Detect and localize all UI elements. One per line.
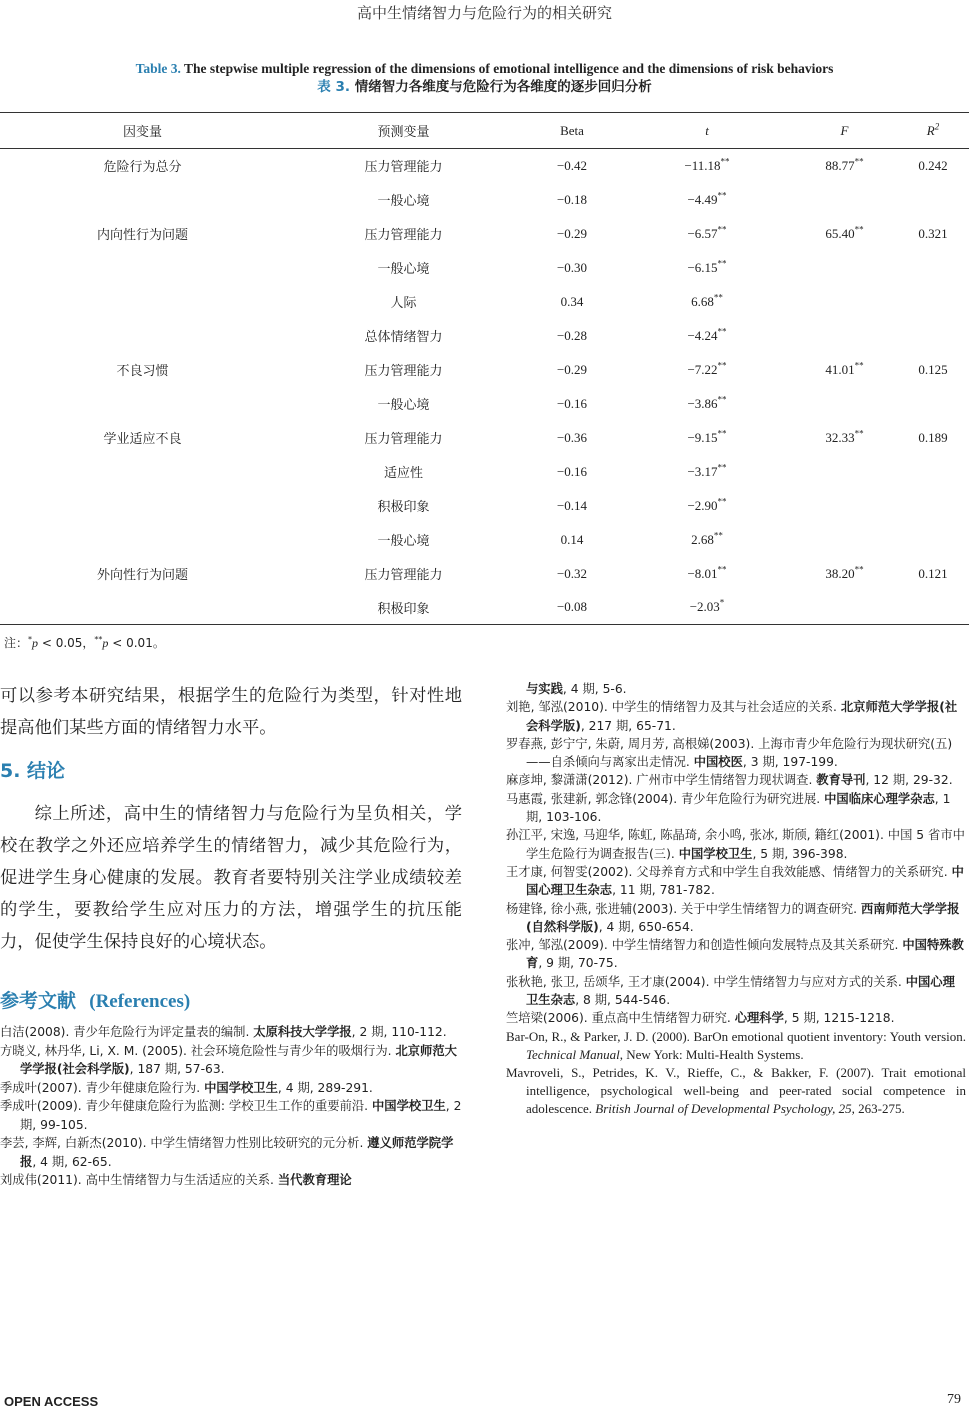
table-row <box>0 421 969 455</box>
cell-f <box>792 183 897 217</box>
cell-predictor: 一般心境 <box>377 398 430 413</box>
regression-table <box>0 112 969 625</box>
cell-r2 <box>897 489 969 523</box>
cell-beta: −0.28 <box>556 327 588 343</box>
cell-r2: 0.121 <box>918 565 948 581</box>
table-title-cn: 情绪智力各维度与危险行为各维度的逐步回归分析 <box>354 79 652 95</box>
cell-t: −4.24** <box>687 326 727 343</box>
cell-predictor: 积极印象 <box>377 500 430 515</box>
cell-f <box>792 591 897 625</box>
cell-beta: −0.18 <box>556 191 588 207</box>
cell-beta: −0.30 <box>556 259 588 275</box>
cell-r2: 0.321 <box>918 225 948 241</box>
table-row <box>0 489 969 523</box>
cell-f: 32.33** <box>825 428 864 445</box>
cell-dependent-variable <box>0 387 285 421</box>
cell-r2: 0.125 <box>918 361 948 377</box>
cell-r2 <box>897 319 969 353</box>
cell-dependent-variable <box>0 285 285 319</box>
cell-f <box>792 455 897 489</box>
cell-f: 88.77** <box>825 156 864 173</box>
cell-predictor: 一般心境 <box>377 262 430 277</box>
cell-f <box>792 523 897 557</box>
cell-dependent-variable: 危险行为总分 <box>103 160 182 176</box>
cell-predictor: 压力管理能力 <box>364 364 443 379</box>
left-column <box>0 680 462 1190</box>
cell-dependent-variable: 外向性行为问题 <box>96 568 188 583</box>
table-row <box>0 251 969 285</box>
cell-r2 <box>897 455 969 489</box>
table-row <box>0 149 969 183</box>
cell-dependent-variable <box>0 183 285 217</box>
cell-r2 <box>897 387 969 421</box>
reference-item: 王才康, 何智雯(2002). 父母养育方式和中学生自我效能感、情绪智力的关系研究. 中国心理卫生杂志, 11 期, 781-782. <box>506 864 964 898</box>
cell-f <box>792 489 897 523</box>
table-label-en: Table 3. <box>135 61 181 76</box>
paragraph-continuation: 可以参考本研究结果，根据学生的危险行为类型，针对性地提高他们某些方面的情绪智力水平。 <box>0 686 462 738</box>
cell-beta: −0.32 <box>556 565 588 581</box>
cell-beta: −0.08 <box>556 599 588 615</box>
header-f: F <box>840 122 849 138</box>
reference-list-right <box>506 680 966 1118</box>
table-caption <box>0 60 969 96</box>
table-label-cn: 表 3. <box>317 79 351 95</box>
table-row <box>0 557 969 591</box>
reference-item: 季成叶(2009). 青少年健康危险行为监测: 学校卫生工作的重要前沿. 中国学校卫生, 2 期, 99-105. <box>0 1099 462 1132</box>
table-row <box>0 319 969 353</box>
table-row <box>0 455 969 489</box>
header-beta: Beta <box>560 122 584 138</box>
cell-predictor: 压力管理能力 <box>364 568 443 583</box>
cell-t: −8.01** <box>687 564 727 581</box>
footer-open-access: OPEN ACCESS <box>4 1394 99 1409</box>
table-row <box>0 217 969 251</box>
cell-predictor: 压力管理能力 <box>364 432 443 447</box>
reference-item: 张冲, 邹泓(2009). 中学生情绪智力和创造性倾向发展特点及其关系研究. 中国特殊教育, 9 期, 70-75. <box>506 938 964 971</box>
table-caption-en <box>0 60 969 78</box>
cell-dependent-variable <box>0 251 285 285</box>
paragraph-conclusion: 综上所述，高中生的情绪智力与危险行为呈负相关，学校在教学之外还应培养学生的情绪智力，减少其危险行为，促进学生身心健康的发展。教育者要特别关注学业成绩较差的学生，要教给学生应对压力的方法，增强学生的抗压能力，促使学生保持良好的心境状态。 <box>0 804 462 952</box>
cell-dependent-variable <box>0 455 285 489</box>
table-row <box>0 183 969 217</box>
cell-f: 41.01** <box>825 360 864 377</box>
reference-item: 白洁(2008). 青少年危险行为评定量表的编制. 太原科技大学学报, 2 期, 110-112. <box>0 1025 447 1039</box>
cell-predictor: 一般心境 <box>377 194 430 209</box>
cell-t: −11.18** <box>684 156 730 173</box>
table-row <box>0 591 969 625</box>
cell-r2: 0.189 <box>918 429 948 445</box>
cell-beta: 0.34 <box>560 293 584 309</box>
cell-t: −6.15** <box>687 258 727 275</box>
cell-predictor: 人际 <box>390 296 417 311</box>
reference-item: Mavroveli, S., Petrides, K. V., Rieffe, C., & Bakker, F. (2007). Trait emotional intelligence, psychological well-being and peer-rated social competence in adolescence. British Journal of Developmental Psychology, 25, 263-275. <box>506 1064 966 1116</box>
cell-f <box>792 285 897 319</box>
reference-item: 方晓义, 林丹华, Li, X. M. (2005). 社会环境危险性与青少年的吸烟行为. 北京师范大学学报(社会科学版), 187 期, 57-63. <box>0 1043 457 1076</box>
reference-item: Bar-On, R., & Parker, J. D. (2000). BarOn emotional quotient inventory: Youth version. Technical Manual, New York: Multi-Health Systems. <box>506 1028 966 1062</box>
table-row <box>0 387 969 421</box>
section-heading-conclusion: 5. 结论 <box>0 760 66 782</box>
cell-predictor: 适应性 <box>383 466 423 481</box>
table-row <box>0 523 969 557</box>
references-heading: 参考文献 (References) <box>0 990 191 1012</box>
cell-predictor: 总体情绪智力 <box>364 330 443 345</box>
running-head: 高中生情绪智力与危险行为的相关研究 <box>356 4 612 22</box>
cell-dependent-variable <box>0 591 285 625</box>
table-row <box>0 285 969 319</box>
page-number: 79 <box>947 1392 961 1407</box>
reference-item: 季成叶(2007). 青少年健康危险行为. 中国学校卫生, 4 期, 289-291. <box>0 1080 373 1095</box>
cell-r2 <box>897 183 969 217</box>
reference-item: 孙江平, 宋逸, 马迎华, 陈虹, 陈晶琦, 余小鸣, 张冰, 斯颀, 籍红(2001). 中国 5 省市中学生危险行为调查报告(三). 中国学校卫生, 5 期, 396-398. <box>506 828 965 861</box>
cell-predictor: 压力管理能力 <box>364 160 443 176</box>
cell-predictor: 压力管理能力 <box>364 228 443 243</box>
reference-list-left <box>0 1023 462 1190</box>
cell-f: 38.20** <box>825 564 864 581</box>
cell-r2 <box>897 591 969 625</box>
reference-item: 马惠霞, 张建新, 郭念锋(2004). 青少年危险行为研究进展. 中国临床心理学杂志, 1 期, 103-106. <box>506 791 951 825</box>
cell-beta: −0.16 <box>556 463 588 479</box>
reference-item: 罗春燕, 彭宁宁, 朱蔚, 周月芳, 高根娣(2003). 上海市青少年危险行为现状研究(五)——自杀倾向与离家出走情况. 中国校医, 3 期, 197-199. <box>506 736 953 770</box>
cell-dependent-variable <box>0 523 285 557</box>
cell-beta: −0.42 <box>556 157 588 173</box>
cell-r2 <box>897 251 969 285</box>
reference-item: 李芸, 李辉, 白新杰(2010). 中学生情绪智力性别比较研究的元分析. 遵义师范学院学报, 4 期, 62-65. <box>0 1136 454 1169</box>
cell-f: 65.40** <box>825 224 864 241</box>
cell-predictor: 积极印象 <box>377 601 430 617</box>
cell-t: −6.57** <box>687 224 727 241</box>
header-dependent-variable: 因变量 <box>122 125 162 140</box>
cell-r2 <box>897 285 969 319</box>
cell-t: −7.22** <box>687 360 727 377</box>
cell-dependent-variable <box>0 489 285 523</box>
cell-beta: 0.14 <box>560 531 584 547</box>
cell-r2: 0.242 <box>918 157 948 173</box>
cell-dependent-variable: 学业适应不良 <box>103 432 182 447</box>
reference-item: 张秋艳, 张卫, 岳颂华, 王才康(2004). 中学生情绪智力与应对方式的关系. 中国心理卫生杂志, 8 期, 544-546. <box>506 974 955 1008</box>
reference-item: 刘艳, 邹泓(2010). 中学生的情绪智力及其与社会适应的关系. 北京师范大学学报(社会科学版), 217 期, 65-71. <box>506 700 958 733</box>
cell-t: −2.90** <box>687 496 727 513</box>
cell-f <box>792 387 897 421</box>
cell-t: −3.86** <box>687 394 727 411</box>
right-column <box>506 680 966 1118</box>
reference-item: 刘成伟(2011). 高中生情绪智力与生活适应的关系. 当代教育理论 <box>0 1173 352 1187</box>
cell-t: −4.49** <box>687 190 727 207</box>
cell-t: −9.15** <box>687 428 727 445</box>
cell-t: 2.68** <box>691 530 723 547</box>
reference-item: 杨建锋, 徐小燕, 张进辅(2003). 关于中学生情绪智力的调查研究. 西南师范大学学报(自然科学版), 4 期, 650-654. <box>506 901 960 934</box>
cell-beta: −0.16 <box>556 395 588 411</box>
table-body <box>0 149 969 625</box>
cell-beta: −0.29 <box>556 361 588 377</box>
header-predictor: 预测变量 <box>377 125 430 140</box>
cell-beta: −0.14 <box>556 497 588 513</box>
reference-item: 竺培梁(2006). 重点高中生情绪智力研究. 心理科学, 5 期, 1215-1218. <box>506 1011 895 1026</box>
cell-dependent-variable: 内向性行为问题 <box>96 228 188 243</box>
reference-item: 与实践, 4 期, 5-6. <box>526 682 627 696</box>
table-title-en: The stepwise multiple regression of the dimensions of emotional intelligence and the dimensions of risk behaviors <box>184 61 834 76</box>
cell-t: 6.68** <box>691 292 723 309</box>
cell-beta: −0.36 <box>556 429 588 445</box>
table-header-row <box>0 113 969 149</box>
reference-item: 麻彦坤, 黎潇潇(2012). 广州市中学生情绪智力现状调查. 教育导刊, 12 期, 29-32. <box>506 773 953 788</box>
cell-dependent-variable <box>0 319 285 353</box>
cell-t: −2.03* <box>689 597 725 615</box>
table-row <box>0 353 969 387</box>
header-r2: $R^2$ <box>926 121 940 138</box>
cell-r2 <box>897 523 969 557</box>
cell-beta: −0.29 <box>556 225 588 241</box>
cell-f <box>792 251 897 285</box>
cell-f <box>792 319 897 353</box>
header-t: t <box>705 122 709 138</box>
cell-dependent-variable: 不良习惯 <box>116 364 169 379</box>
table-note: 注：*p < 0.05，**p < 0.01。 <box>4 635 165 650</box>
cell-predictor: 一般心境 <box>377 534 430 549</box>
table-caption-cn <box>0 78 969 96</box>
cell-t: −3.17** <box>687 462 727 479</box>
